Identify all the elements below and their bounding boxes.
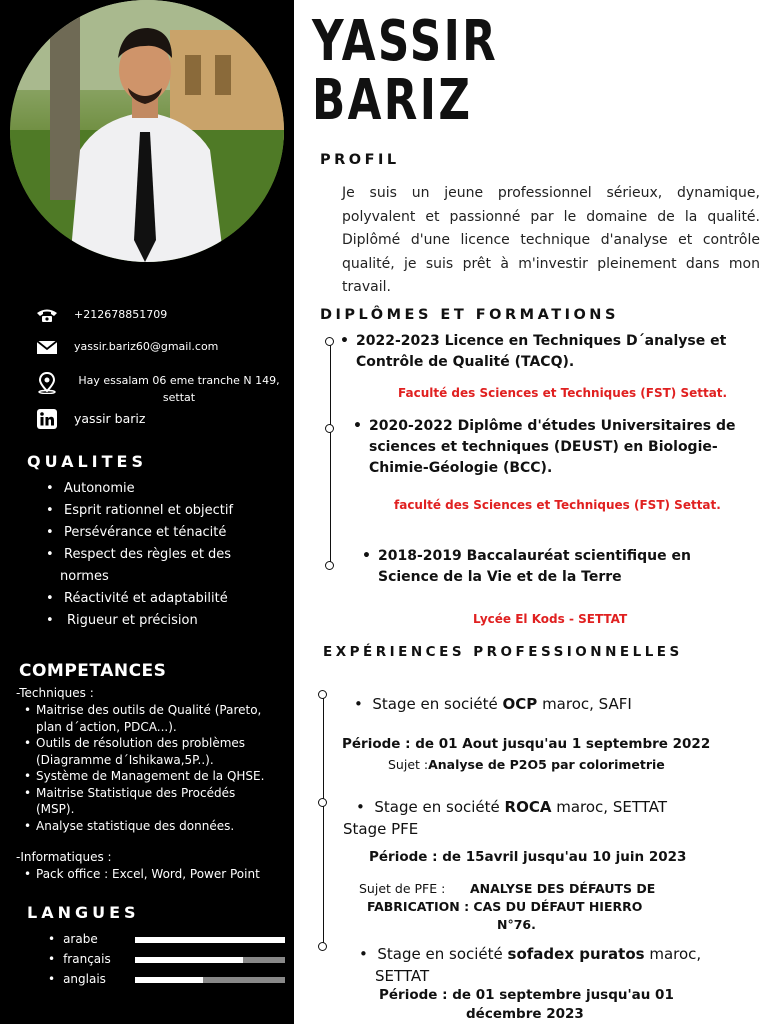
degree-2: • 2020-2022 Diplôme d'études Universitaires de sciences et techniques (DEUST) en Biologie- Chimie-Géologie (BCC).	[353, 418, 736, 476]
profil-text: Je suis un jeune professionnel sérieux, dynamique, polyvalent et passionné par le domaine de la qualité. Diplômé d'une licence technique d'analyse et contrôle qualité, je suis prêt à m'investir pleinement dans mon travail.	[342, 185, 760, 295]
competances-tech-list	[22, 702, 294, 834]
exp-period-label: Période	[342, 736, 401, 752]
exp-period: décembre 2023	[466, 1006, 584, 1022]
linkedin-icon	[36, 410, 58, 428]
degree-1: • 2022-2023 Licence en Techniques D´analyse et Contrôle de Qualité (TACQ).	[340, 333, 727, 370]
list-item-text: Outils de résolution des problèmes	[36, 736, 246, 750]
address	[74, 372, 284, 406]
list-item	[22, 818, 294, 835]
phone-number: +212678851709	[74, 308, 168, 321]
competances-tech-label: -Techniques :	[16, 686, 94, 700]
language-level-bar	[135, 977, 285, 983]
degree-line: Chimie-Géologie (BCC).	[369, 460, 553, 476]
exp-suffix: maroc, SETTAT	[551, 798, 667, 816]
exp-prefix: Stage en société	[372, 695, 503, 713]
list-item: • Pack office : Excel, Word, Power Point	[22, 866, 294, 883]
language-level-fill	[135, 937, 285, 943]
exp-line-2: SETTAT	[375, 967, 430, 985]
contact-email	[36, 338, 218, 356]
exp-period: Période : de 15avril jusqu'au 10 juin 2023	[369, 849, 687, 865]
language-name: arabe	[63, 932, 98, 946]
first-name: YASSIR	[312, 9, 499, 74]
experiences-heading: EXPÉRIENCES PROFESSIONNELLES	[323, 644, 683, 660]
experience-2: • Stage en société ROCA maroc, SETTAT	[356, 798, 667, 816]
sidebar	[0, 0, 294, 1024]
phone-icon	[36, 306, 58, 324]
list-item-text-cont: (Diagramme d´Ishikawa,5P..).	[36, 752, 214, 767]
language-level-fill	[135, 977, 203, 983]
exp-period: Période : de 01 septembre jusqu'au 01	[379, 987, 674, 1003]
language-row-francais: • français	[48, 952, 131, 966]
langues-heading: LANGUES	[27, 903, 140, 922]
timeline-dot	[318, 690, 327, 699]
language-row-anglais: • anglais	[48, 972, 131, 986]
timeline-dot	[325, 561, 334, 570]
degree-school: Lycée El Kods - SETTAT	[473, 612, 628, 626]
degree-line: 2018-2019 Baccalauréat scientifique en	[378, 548, 691, 564]
degree-line: sciences et techniques (DEUST) en Biologie-	[369, 439, 718, 455]
list-item: • Esprit rationnel et objectif	[42, 500, 292, 522]
profil-heading: PROFIL	[320, 152, 400, 168]
timeline-line	[330, 344, 331, 569]
exp-subject-value: Analyse de P2O5 par colorimetrie	[428, 757, 665, 772]
exp-company: ROCA	[504, 798, 552, 816]
degree-school: faculté des Sciences et Techniques (FST) Settat.	[394, 498, 721, 512]
exp-line-2: Stage PFE	[343, 820, 419, 838]
language-name: français	[63, 952, 111, 966]
degree-school: Faculté des Sciences et Techniques (FST) Settat.	[398, 386, 728, 400]
language-level-fill	[135, 957, 243, 963]
exp-period-value: : de 01 Aout jusqu'au 1 septembre 2022	[400, 736, 711, 752]
degree-line: 2020-2022 Diplôme d'études Universitaires de	[369, 418, 736, 434]
exp-subject-value: N°76.	[497, 917, 536, 932]
list-item-text: Maitrise des outils de Qualité (Pareto,	[36, 703, 262, 717]
linkedin-name: yassir bariz	[74, 411, 146, 426]
list-item: • Persévérance et ténacité	[42, 522, 292, 544]
contact-linkedin	[36, 410, 145, 428]
timeline-line	[323, 698, 324, 946]
list-item-text: Système de Management de la QHSE.	[36, 769, 265, 783]
list-item	[22, 735, 294, 768]
list-item	[22, 702, 294, 735]
address-line-1: Hay essalam 06 eme tranche N 149,	[78, 374, 280, 387]
competances-heading: COMPETANCES	[19, 661, 167, 681]
experience-3: • Stage en société sofadex puratos maroc,	[359, 945, 702, 963]
list-item	[22, 785, 294, 818]
list-item: • Autonomie	[42, 478, 292, 500]
contact-phone	[36, 306, 167, 324]
degree-line: 2022-2023 Licence en Techniques D´analyse et	[356, 333, 727, 349]
language-level-bar	[135, 957, 285, 963]
address-line-2: settat	[162, 391, 196, 404]
profile-photo	[10, 0, 284, 262]
list-item-text: Respect des règles et des	[64, 547, 232, 562]
exp-subject	[388, 757, 665, 772]
list-item-text-cont: (MSP).	[36, 802, 75, 816]
experience-1: • Stage en société OCP maroc, SAFI	[354, 695, 632, 713]
language-level-bar	[135, 937, 285, 943]
exp-period	[342, 736, 710, 752]
timeline-dot	[318, 942, 327, 951]
exp-prefix: Stage en société	[374, 798, 505, 816]
exp-subject-label: Sujet de PFE :	[359, 881, 446, 896]
list-item-text: Maitrise Statistique des Procédés	[36, 785, 236, 800]
competances-info-list	[22, 866, 294, 883]
exp-suffix: maroc,	[644, 945, 702, 963]
exp-subject-value: ANALYSE DES DÉFAUTS DE	[470, 881, 656, 896]
list-item: • Rigueur et précision	[42, 610, 292, 632]
language-name: anglais	[63, 972, 106, 986]
competances-info-label: -Informatiques :	[16, 850, 112, 864]
degree-3: • 2018-2019 Baccalauréat scientifique en Science de la Vie et de la Terre	[362, 548, 691, 585]
list-item: • Réactivité et adaptabilité	[42, 588, 292, 610]
exp-prefix: Stage en société	[377, 945, 508, 963]
timeline-dot	[325, 337, 334, 346]
degree-line: Science de la Vie et de la Terre	[378, 569, 622, 585]
last-name: BARIZ	[312, 68, 473, 133]
exp-company: sofadex puratos	[507, 945, 645, 963]
language-row-arabe: • arabe	[48, 932, 131, 946]
list-item-text-cont: plan d´action, PDCA...).	[36, 719, 177, 734]
qualites-heading: QUALITES	[27, 452, 147, 471]
exp-subject-value: FABRICATION : CAS DU DÉFAUT HIERRO	[367, 899, 643, 914]
mail-icon	[36, 338, 58, 356]
list-item-text-cont: normes	[60, 569, 109, 584]
list-item-text: Analyse statistique des données.	[36, 818, 235, 833]
degree-line: Contrôle de Qualité (TACQ).	[356, 354, 575, 370]
exp-suffix: maroc, SAFI	[537, 695, 632, 713]
exp-company: OCP	[502, 695, 538, 713]
diplomes-heading: DIPLÔMES ET FORMATIONS	[320, 307, 619, 323]
timeline-dot	[325, 424, 334, 433]
qualites-list	[42, 478, 292, 632]
exp-subject-label: Sujet :	[388, 757, 429, 772]
contact-address	[36, 372, 284, 406]
email-address: yassir.bariz60@gmail.com	[74, 340, 219, 353]
timeline-dot	[318, 798, 327, 807]
list-item	[22, 768, 294, 785]
list-item	[42, 544, 292, 588]
location-pin-icon	[36, 372, 58, 394]
